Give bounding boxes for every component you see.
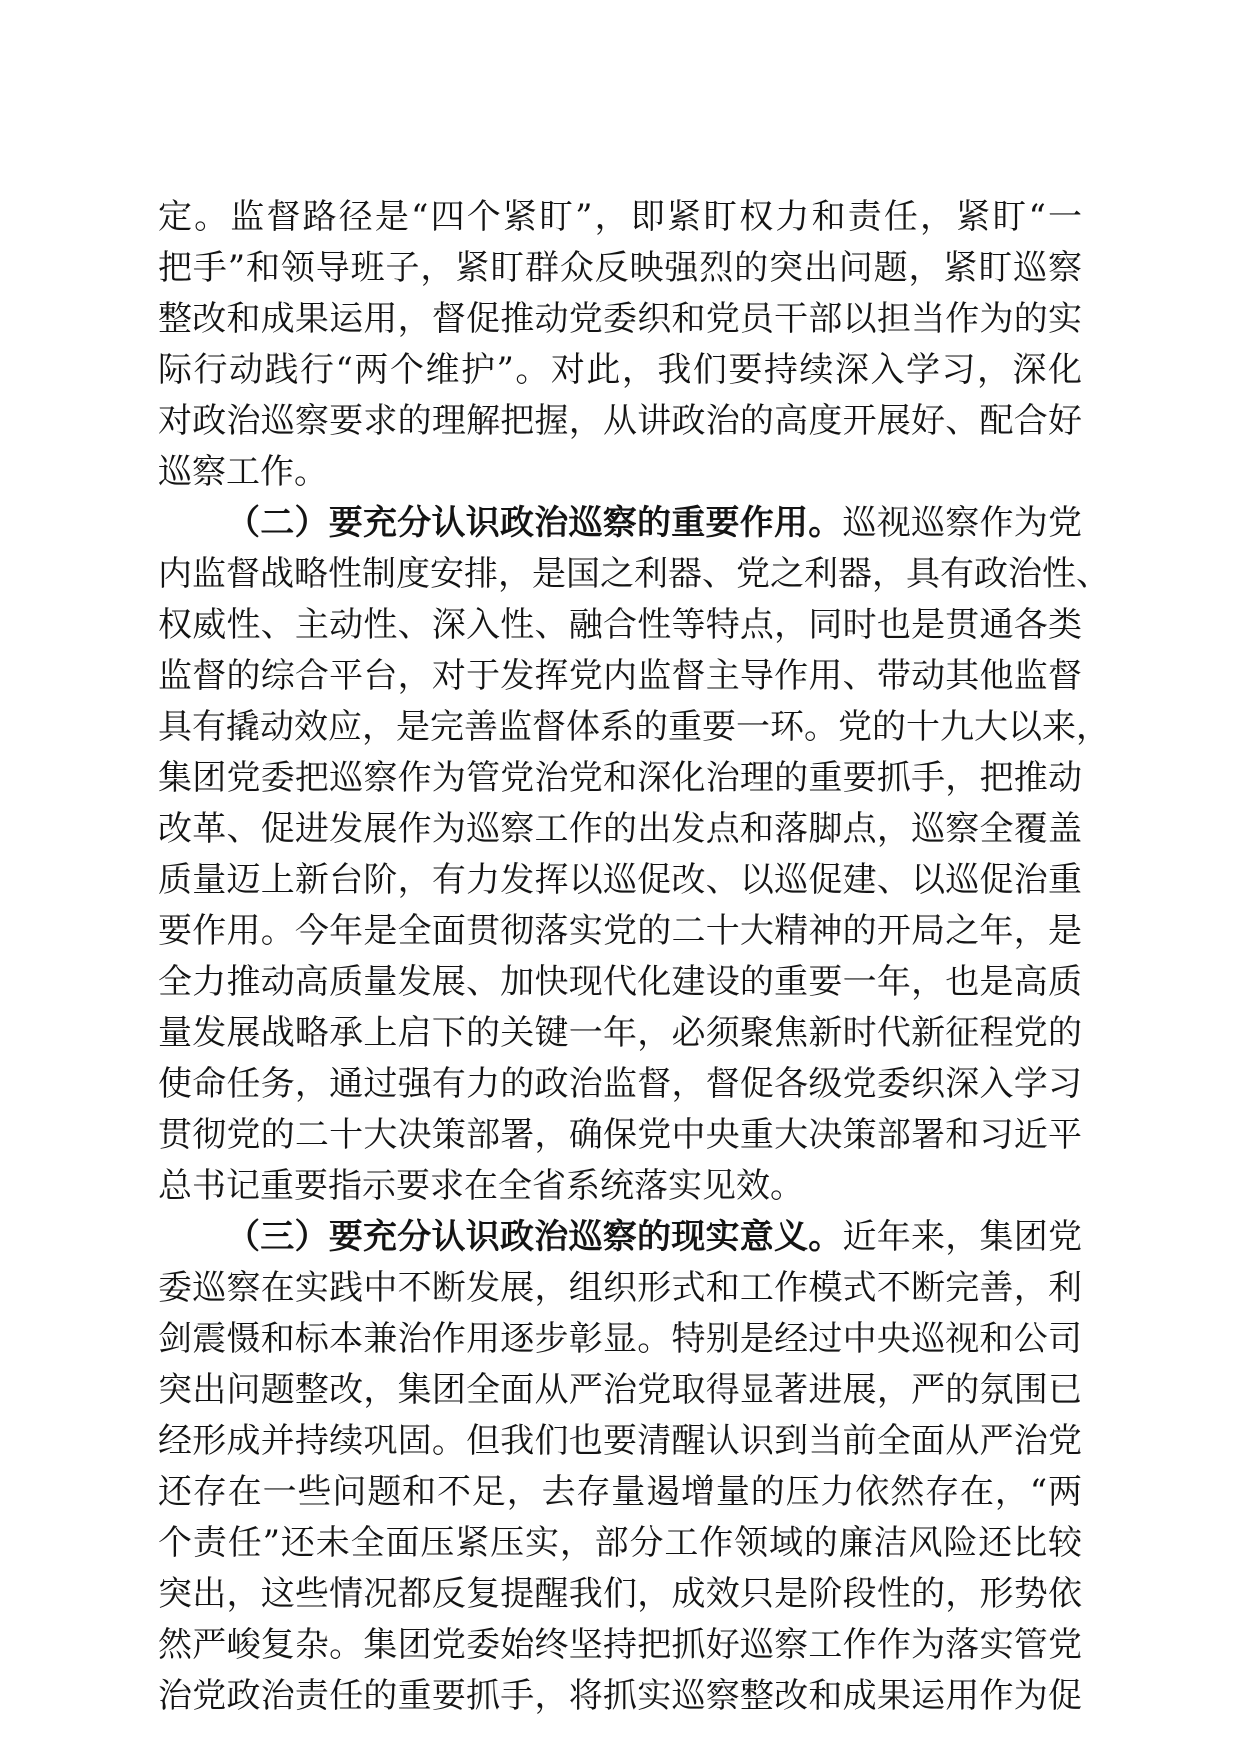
text-line: 具有撬动效应，是完善监督体系的重要一环。党的十九大以来， [158, 707, 1110, 747]
text-line: 际行动践行“两个维护”。对此，我们要持续深入学习，深化 [158, 350, 1082, 390]
text-line: 巡察工作。 [158, 452, 328, 492]
text-line: 突出，这些情况都反复提醒我们，成效只是阶段性的，形势依 [158, 1574, 1082, 1614]
text-line: 然严峻复杂。集团党委始终坚持把抓好巡察工作作为落实管党 [158, 1625, 1082, 1665]
text-line: 把手”和领导班子，紧盯群众反映强烈的突出问题，紧盯巡察 [158, 248, 1082, 288]
text-line: 改革、促进发展作为巡察工作的出发点和落脚点，巡察全覆盖 [158, 809, 1082, 849]
text-line: 剑震慑和标本兼治作用逐步彰显。特别是经过中央巡视和公司 [158, 1319, 1082, 1359]
text-line: 全力推动高质量发展、加快现代化建设的重要一年，也是高质 [158, 962, 1082, 1002]
document-body [158, 192, 1110, 1722]
text-line: 经形成并持续巩固。但我们也要清醒认识到当前全面从严治党 [158, 1421, 1082, 1461]
text-line: 集团党委把巡察作为管党治党和深化治理的重要抓手，把推动 [158, 758, 1082, 798]
section-heading-2: （二）要充分认识政治巡察的重要作用。 [226, 503, 843, 543]
section-heading-3: （三）要充分认识政治巡察的现实意义。 [226, 1217, 843, 1257]
text-line: 治党政治责任的重要抓手，将抓实巡察整改和成果运用作为促 [158, 1676, 1082, 1716]
text-line: 质量迈上新台阶，有力发挥以巡促改、以巡促建、以巡促治重 [158, 860, 1082, 900]
text-line: 贯彻党的二十大决策部署，确保党中央重大决策部署和习近平 [158, 1115, 1082, 1155]
text-line: 总书记重要指示要求在全省系统落实见效。 [158, 1166, 804, 1206]
text-line: 使命任务，通过强有力的政治监督，督促各级党委织深入学习 [158, 1064, 1082, 1104]
text-segment: 近年来，集团党 [842, 1217, 1082, 1257]
text-line: 要作用。今年是全面贯彻落实党的二十大精神的开局之年，是 [158, 911, 1082, 951]
text-line: 还存在一些问题和不足，去存量遏增量的压力依然存在，“两 [158, 1472, 1082, 1512]
text-line: 整改和成果运用，督促推动党委织和党员干部以担当作为的实 [158, 299, 1082, 339]
text-line: 委巡察在实践中不断发展，组织形式和工作模式不断完善，利 [158, 1268, 1082, 1308]
text-line: 内监督战略性制度安排，是国之利器、党之利器，具有政治性、 [158, 554, 1110, 594]
text-line: 个责任”还未全面压紧压实，部分工作领域的廉洁风险还比较 [158, 1523, 1082, 1563]
section-heading-line [158, 1212, 1082, 1263]
text-line: 权威性、主动性、深入性、融合性等特点，同时也是贯通各类 [158, 605, 1082, 645]
text-line: 量发展战略承上启下的关键一年，必须聚焦新时代新征程党的 [158, 1013, 1082, 1053]
text-line: 定。监督路径是“四个紧盯”，即紧盯权力和责任，紧盯“一 [158, 197, 1082, 237]
text-line: 突出问题整改，集团全面从严治党取得显著进展，严的氛围已 [158, 1370, 1082, 1410]
text-line: 监督的综合平台，对于发挥党内监督主导作用、带动其他监督 [158, 656, 1082, 696]
section-heading-line [158, 498, 1082, 549]
text-line: 对政治巡察要求的理解把握，从讲政治的高度开展好、配合好 [158, 401, 1082, 441]
text-segment: 巡视巡察作为党 [842, 503, 1082, 543]
